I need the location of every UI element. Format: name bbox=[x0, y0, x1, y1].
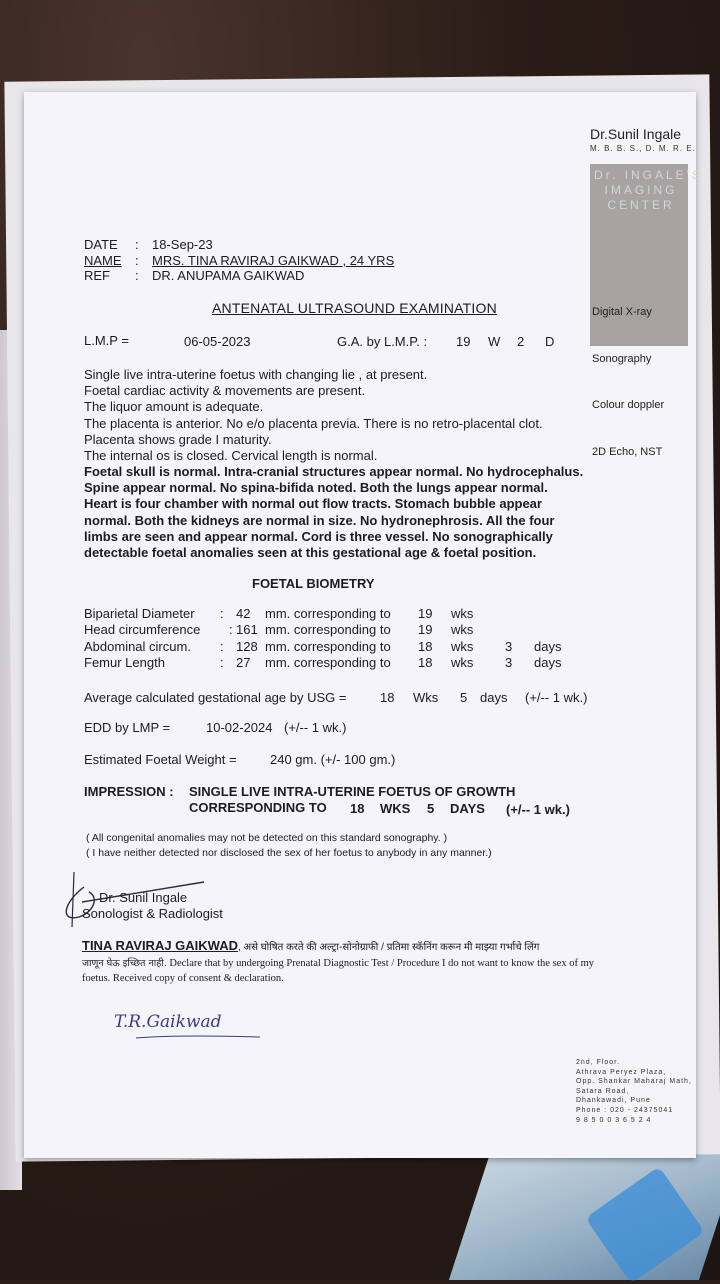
impression-line2-prefix: CORRESPONDING TO bbox=[189, 800, 327, 815]
efw-label: Estimated Foetal Weight = bbox=[84, 752, 237, 767]
param-weeks: 19 bbox=[418, 606, 433, 621]
param-desc: mm. corresponding to bbox=[265, 655, 391, 671]
ack-patient-name: TINA RAVIRAJ GAIKWAD bbox=[82, 938, 238, 953]
avg-ga-weeks: 18 bbox=[380, 690, 395, 705]
service-item: Digital X-ray bbox=[592, 306, 652, 318]
signatory-title: Sonologist & Radiologist bbox=[82, 906, 223, 921]
finding-line: The internal os is closed. Cervical length is normal. bbox=[84, 448, 378, 464]
lmp-label: L.M.P = bbox=[84, 333, 129, 348]
param-name: Head circumference bbox=[84, 622, 201, 638]
finding-line: Single live intra-uterine foetus with changing lie , at present. bbox=[84, 367, 428, 382]
biometry-title: FOETAL BIOMETRY bbox=[252, 576, 375, 591]
clinic-logo-box bbox=[590, 164, 703, 458]
clinic-logo: Dr. INGALE'S IMAGING CENTER bbox=[594, 168, 703, 212]
edd-margin: (+/-- 1 wk.) bbox=[284, 720, 347, 735]
finding-line: Placenta shows grade I maturity. bbox=[84, 431, 272, 447]
date-label: DATE bbox=[84, 237, 118, 252]
signature-underline bbox=[134, 1032, 264, 1042]
lmp-value: 06-05-2023 bbox=[184, 334, 251, 349]
avg-ga-margin: (+/-- 1 wk.) bbox=[525, 690, 588, 705]
finding-line: Foetal skull is normal. Intra-cranial structures appear normal. No hydrocephalus. bbox=[84, 464, 584, 479]
param-desc: mm. corresponding to bbox=[265, 638, 391, 654]
finding-line: Heart is four chamber with normal out flow tracts. Stomach bubble appear bbox=[84, 496, 542, 512]
impression-label: IMPRESSION : bbox=[84, 784, 174, 799]
service-item: 2D Echo, NST bbox=[592, 445, 663, 458]
report-page: Dr.Sunil Ingale M. B. B. S., D. M. R. E. Dr. INGALE'S IMAGING CENTER Digital X-ray Sonography Colour doppler 2D Echo, NST DATE : 18-Sep-23 NAME : MRS. TINA RAVIRAJ GAIKWAD , 24 YRS REF : DR. ANUPAMA GAIKWAD ANTENATAL ULTRASOUND EXAMINATION L.M.P = 06-05-2023 G.A. by L.M.P. : 19 W 2 D Single live intra-uterine foetus with changing lie , at present. Foetal cardiac activity & movements are present. The liquor amount is adequate. The placenta is anterior. No e/o placenta previa. There is no retro-placental clot. Placenta shows grade I maturity. The internal os is closed. Cervical length is normal. Foetal skull is normal. Intra-cranial structures appear normal. No hydrocephalus. Spine appear normal. No spina-bifida noted. Both the lungs appear normal. Heart is four chamber with normal out flow tracts. Stomach bubble appear normal. Both the kidneys are normal in size. No hydronephrosis. All the four limbs are seen and appear normal. Cord is three vessel. No sonographically detectable foetal anomalies seen at this gestational age & foetal position. FOETAL BIOMETRY Biparietal Diameter : 42 mm. corresponding to 19 wks Head circumference : 161 mm. corresponding to 19 wks Abdominal circum. : 128 mm. corresponding to 18 wks 3 days Femur Length : 27 mm. corresponding to 18 wks 3 days Average calculated gestational age by USG = 18 Wks 5 days (+/-- 1 wk.) EDD by LMP = 10-02-2024 (+/-- 1 wk.) Estimated Foetal Weight = 240 gm. (+/- 100 gm.) IMPRESSION : SINGLE LIVE INTRA-UTERINE FOETUS OF GROWTH CORRESPONDING TO 18 WKS 5 DAYS (+/-- 1 wk.) ( All congenital anomalies may not be detected on this standard sonography. ) ( I have neither detected nor disclosed the sex of her foetus to anybody in any manner.) Dr. Sunil Ingale Sonologist & Radiologist TINA RAVIRAJ GAIKWAD, असे घोषित करते की अल्ट्रा-सोनोग्राफी / प्रतिमा स्कॅनिंग करून मी माझ्या गर्भाचे लिंग जाणून घेऊ इच्छित नाही. Declare that by undergoing Prenatal Diagnostic Test / Procedure I do not want to know the sex of my foetus. Received copy of consent & declaration. T.R.Gaikwad 2nd, Floor. Athrava Peryez Plaza, Opp. Shankar Maharaj Math, Satara Road, Dhankawadi, Pune Phone : 020 - 24375041 9 8 5 0 0 3 6 5 2 4 bbox=[24, 92, 696, 1158]
biometry-row: Biparietal Diameter : 42 mm. corresponding to 19 wks bbox=[84, 606, 474, 621]
param-desc: mm. corresponding to bbox=[265, 606, 391, 621]
biometry-row: Femur Length : 27 mm. corresponding to 18 wks 3 days bbox=[84, 655, 562, 671]
ga-days: 2 bbox=[517, 334, 525, 349]
biometry-table bbox=[84, 606, 684, 672]
doctor-name: Dr.Sunil Ingale bbox=[590, 126, 682, 142]
service-item: Colour doppler bbox=[592, 399, 665, 411]
param-desc: mm. corresponding to bbox=[265, 622, 391, 638]
edd-label: EDD by LMP = bbox=[84, 720, 171, 735]
signatory-name: Dr. Sunil Ingale bbox=[99, 890, 188, 905]
efw-value: 240 gm. (+/- 100 gm.) bbox=[270, 752, 396, 767]
ref-value: DR. ANUPAMA GAIKWAD bbox=[152, 268, 305, 283]
param-name: Biparietal Diameter bbox=[84, 606, 195, 621]
param-weeks: 18 bbox=[418, 638, 433, 654]
param-value: 128 bbox=[236, 638, 258, 654]
param-value: 42 bbox=[236, 606, 251, 621]
report-title: ANTENATAL ULTRASOUND EXAMINATION bbox=[212, 300, 497, 316]
ga-label: G.A. by L.M.P. : bbox=[337, 334, 428, 349]
ack-hindi-text: , असे घोषित करते की अल्ट्रा-सोनोग्राफी / प्रतिमा स्कॅनिंग करून मी माझ्या गर्भाचे लिंग bbox=[238, 942, 540, 953]
patient-name: MRS. TINA RAVIRAJ GAIKWAD , 24 YRS bbox=[152, 253, 395, 268]
service-item: Sonography bbox=[592, 352, 652, 365]
note-line: ( I have neither detected nor disclosed the sex of her foetus to anybody in any manner.) bbox=[86, 847, 492, 859]
finding-line: limbs are seen and appear normal. Cord is three vessel. No sonographically bbox=[84, 528, 553, 544]
findings-bold bbox=[84, 464, 664, 561]
param-weeks: 18 bbox=[418, 655, 433, 671]
ga-weeks: 19 bbox=[456, 334, 471, 349]
finding-line: The liquor amount is adequate. bbox=[84, 399, 264, 415]
findings-normal bbox=[84, 367, 664, 464]
param-weeks: 19 bbox=[418, 622, 433, 638]
name-label: NAME bbox=[84, 253, 122, 268]
param-name: Femur Length bbox=[84, 655, 165, 671]
finding-line: normal. Both the kidneys are normal in size. No hydronephrosis. All the four bbox=[84, 512, 555, 528]
edd-value: 10-02-2024 bbox=[206, 720, 273, 735]
impression-line1: SINGLE LIVE INTRA-UTERINE FOETUS OF GROWTH bbox=[189, 784, 516, 799]
param-value: 27 bbox=[236, 655, 251, 671]
biometry-row: Head circumference : 161 mm. corresponding to 19 wks bbox=[84, 622, 474, 638]
acknowledgement-text: जाणून घेऊ इच्छित नाही. Declare that by undergoing Prenatal Diagnostic Test / Procedure I do not want to know the sex of my foetus. Received copy of consent & declaration. bbox=[82, 958, 594, 984]
biometry-row: Abdominal circum. : 128 mm. corresponding to 18 wks 3 days bbox=[84, 638, 562, 654]
finding-line: Spine appear normal. No spina-bifida noted. Both the lungs appear normal. bbox=[84, 480, 548, 496]
ref-label: REF bbox=[84, 268, 110, 283]
finding-line: Foetal cardiac activity & movements are present. bbox=[84, 383, 366, 399]
finding-line: The placenta is anterior. No e/o placenta previa. There is no retro-placental clot. bbox=[84, 415, 543, 431]
ga-d: D bbox=[545, 334, 555, 349]
clinic-address: 2nd, Floor. Athrava Peryez Plaza, Opp. Shankar Maharaj Math, Satara Road, Dhankawadi, Pune Phone : 020 - 24375041 9 8 5 0 0 3 6 5 2 4 bbox=[576, 1059, 692, 1124]
date-value: 18-Sep-23 bbox=[152, 237, 213, 252]
acknowledgement-line1 bbox=[82, 938, 539, 953]
ga-w: W bbox=[488, 334, 501, 349]
doctor-degrees: M. B. B. S., D. M. R. E. bbox=[590, 144, 696, 153]
avg-ga-days: 5 bbox=[460, 690, 468, 705]
avg-ga-label: Average calculated gestational age by USG = bbox=[84, 690, 347, 705]
param-value: 161 bbox=[236, 622, 258, 638]
note-line: ( All congenital anomalies may not be detected on this standard sonography. ) bbox=[86, 832, 448, 844]
param-name: Abdominal circum. bbox=[84, 638, 191, 654]
patient-signature: T.R.Gaikwad bbox=[114, 1012, 222, 1032]
finding-line: detectable foetal anomalies seen at this gestational age & foetal position. bbox=[84, 545, 537, 561]
